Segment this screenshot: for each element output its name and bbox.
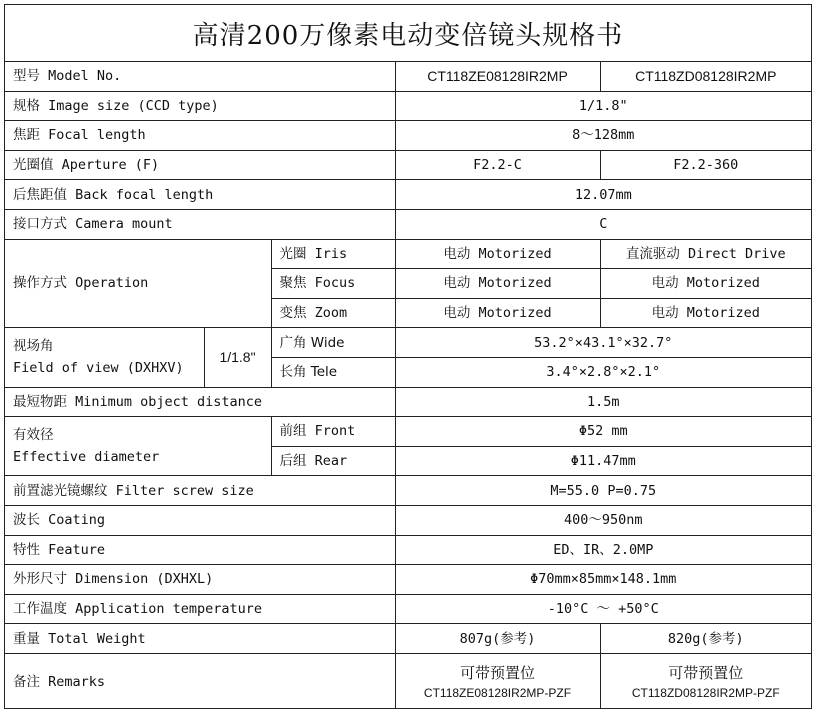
front-label: 前组 Front bbox=[271, 417, 395, 447]
zoom-value-a: 电动 Motorized bbox=[395, 298, 600, 328]
row-back-focal bbox=[5, 180, 811, 210]
image-size-value: 1/1.8" bbox=[395, 91, 811, 121]
mod-label: 最短物距 Minimum object distance bbox=[5, 387, 395, 417]
zoom-label: 变焦 Zoom bbox=[271, 298, 395, 328]
coating-value: 400～950nm bbox=[395, 505, 811, 535]
iris-value-a: 电动 Motorized bbox=[395, 239, 600, 269]
temperature-value: -10°C ～ +50°C bbox=[395, 594, 811, 624]
spec-sheet bbox=[4, 4, 812, 709]
aperture-label: 光圈值 Aperture (F) bbox=[5, 150, 395, 180]
effective-label-cn: 有效径 bbox=[13, 427, 54, 444]
aperture-value-b: F2.2-360 bbox=[600, 150, 811, 180]
operation-label: 操作方式 Operation bbox=[5, 239, 271, 328]
rear-value: Φ11.47mm bbox=[395, 446, 811, 476]
remarks-label: 备注 Remarks bbox=[5, 653, 395, 709]
page-title: 高清200万像素电动变倍镜头规格书 bbox=[5, 5, 811, 62]
zoom-value-b: 电动 Motorized bbox=[600, 298, 811, 328]
fov-tele-label: 长角 Tele bbox=[271, 357, 395, 387]
focus-label: 聚焦 Focus bbox=[271, 269, 395, 299]
remarks-code-a: CT118ZE08128IR2MP-PZF bbox=[423, 685, 572, 700]
feature-value: ED、IR、2.0MP bbox=[395, 535, 811, 565]
model-value-a: CT118ZE08128IR2MP bbox=[395, 62, 600, 91]
filter-label: 前置滤光镜螺纹 Filter screw size bbox=[5, 476, 395, 506]
row-image-size bbox=[5, 91, 811, 121]
coating-label: 波长 Coating bbox=[5, 505, 395, 535]
spec-table bbox=[5, 62, 811, 709]
rear-label: 后组 Rear bbox=[271, 446, 395, 476]
mount-label: 接口方式 Camera mount bbox=[5, 209, 395, 239]
fov-tele-value: 3.4°×2.8°×2.1° bbox=[395, 357, 811, 387]
row-mod bbox=[5, 387, 811, 417]
fov-wide-value: 53.2°×43.1°×32.7° bbox=[395, 328, 811, 358]
image-size-label: 规格 Image size (CCD type) bbox=[5, 91, 395, 121]
mount-value: C bbox=[395, 209, 811, 239]
row-focal bbox=[5, 121, 811, 151]
mod-value: 1.5m bbox=[395, 387, 811, 417]
row-operation-iris bbox=[5, 239, 811, 269]
aperture-value-a: F2.2-C bbox=[395, 150, 600, 180]
weight-value-a: 807g(参考) bbox=[395, 624, 600, 654]
row-dimension bbox=[5, 565, 811, 595]
dimension-label: 外形尺寸 Dimension (DXHXL) bbox=[5, 565, 395, 595]
back-focal-value: 12.07mm bbox=[395, 180, 811, 210]
row-feature bbox=[5, 535, 811, 565]
row-mount bbox=[5, 209, 811, 239]
focal-label: 焦距 Focal length bbox=[5, 121, 395, 151]
row-aperture bbox=[5, 150, 811, 180]
fov-format: 1/1.8" bbox=[204, 328, 271, 387]
focal-value: 8～128mm bbox=[395, 121, 811, 151]
filter-value: M=55.0 P=0.75 bbox=[395, 476, 811, 506]
row-model bbox=[5, 62, 811, 91]
remarks-main-a: 可带预置位 bbox=[460, 663, 536, 682]
fov-label-cn: 视场角 bbox=[13, 338, 54, 355]
remarks-code-b: CT118ZD08128IR2MP-PZF bbox=[631, 685, 780, 700]
focus-value-b: 电动 Motorized bbox=[600, 269, 811, 299]
back-focal-label: 后焦距值 Back focal length bbox=[5, 180, 395, 210]
fov-label-en: Field of view (DXHXV) bbox=[13, 360, 184, 377]
row-weight bbox=[5, 624, 811, 654]
iris-label: 光圈 Iris bbox=[271, 239, 395, 269]
row-temperature bbox=[5, 594, 811, 624]
iris-value-b: 直流驱动 Direct Drive bbox=[600, 239, 811, 269]
focus-value-a: 电动 Motorized bbox=[395, 269, 600, 299]
effective-label-en: Effective diameter bbox=[13, 449, 160, 466]
remarks-main-b: 可带预置位 bbox=[668, 663, 744, 682]
remarks-value-a bbox=[395, 653, 600, 709]
fov-label bbox=[5, 328, 204, 387]
fov-wide-label: 广角 Wide bbox=[271, 328, 395, 358]
temperature-label: 工作温度 Application temperature bbox=[5, 594, 395, 624]
remarks-value-b bbox=[600, 653, 811, 709]
weight-label: 重量 Total Weight bbox=[5, 624, 395, 654]
row-coating bbox=[5, 505, 811, 535]
row-fov-wide bbox=[5, 328, 811, 358]
feature-label: 特性 Feature bbox=[5, 535, 395, 565]
row-remarks bbox=[5, 653, 811, 709]
dimension-value: Φ70mm×85mm×148.1mm bbox=[395, 565, 811, 595]
front-value: Φ52 mm bbox=[395, 417, 811, 447]
row-filter bbox=[5, 476, 811, 506]
model-value-b: CT118ZD08128IR2MP bbox=[600, 62, 811, 91]
weight-value-b: 820g(参考) bbox=[600, 624, 811, 654]
row-effective-front bbox=[5, 417, 811, 447]
model-label: 型号 Model No. bbox=[5, 62, 395, 91]
effective-label bbox=[5, 417, 271, 476]
